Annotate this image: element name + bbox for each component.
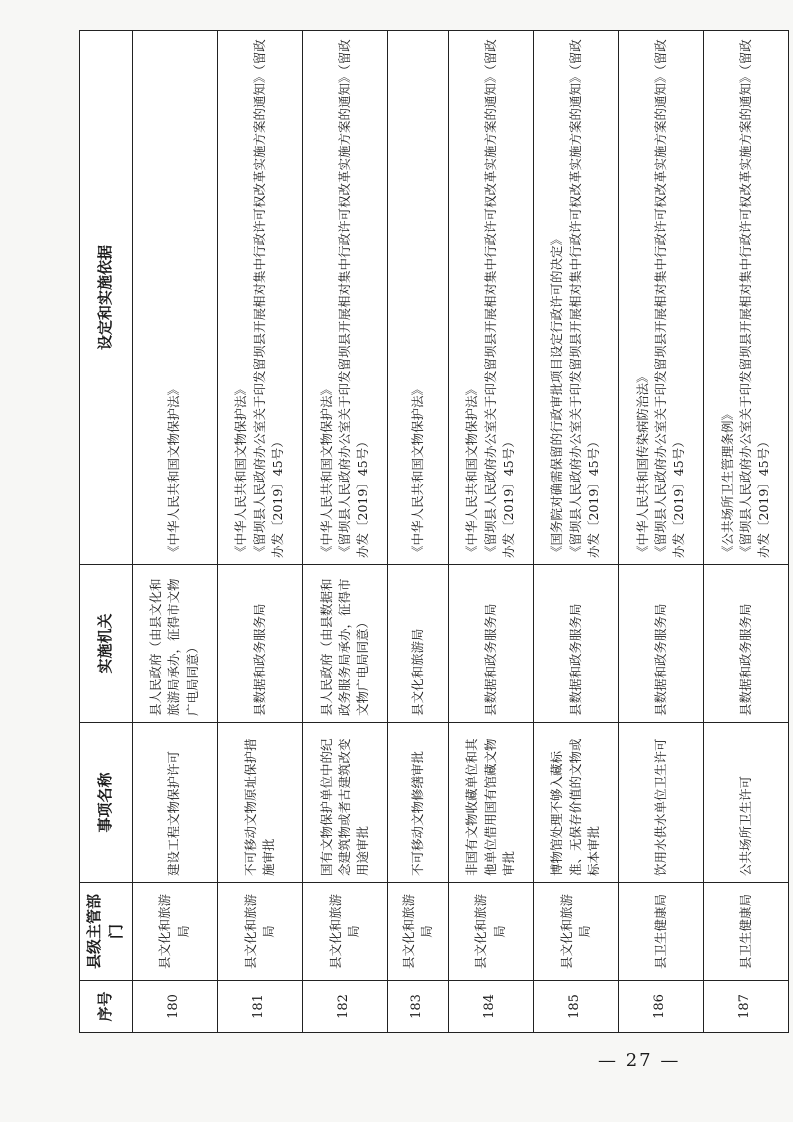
table-row	[533, 31, 618, 1033]
row-number: 184	[448, 981, 533, 1033]
basis-line: 《中华人民共和国文物保护法》	[318, 382, 334, 558]
row-basis	[387, 31, 448, 565]
rotated-table-container	[79, 31, 789, 1033]
row-department: 县卫生健康局	[618, 883, 703, 981]
row-number: 181	[217, 981, 302, 1033]
row-department: 县文化和旅游局	[448, 883, 533, 981]
row-number: 187	[703, 981, 788, 1033]
header-item: 事项名称	[80, 723, 133, 883]
row-department: 县卫生健康局	[703, 883, 788, 981]
row-basis	[448, 31, 533, 565]
row-number: 180	[132, 981, 217, 1033]
row-number: 186	[618, 981, 703, 1033]
table-row	[217, 31, 302, 1033]
row-agency: 县数据和政务服务局	[703, 565, 788, 723]
basis-line: 《留坝县人民政府办公室关于印发留坝县开展相对集中行政许可权改革实施方案的通知》（留政办发〔2019〕45号）	[567, 39, 601, 558]
table-header-row	[80, 31, 133, 1033]
header-agency: 实施机关	[80, 565, 133, 723]
row-item-name: 建设工程文物保护许可	[132, 723, 217, 883]
row-item-name: 博物馆处理不够入藏标准、无保存价值的文物或标本审批	[533, 723, 618, 883]
table-row	[132, 31, 217, 1033]
basis-line: 《留坝县人民政府办公室关于印发留坝县开展相对集中行政许可权改革实施方案的通知》（留政办发〔2019〕45号）	[336, 39, 370, 558]
permit-table	[79, 30, 789, 1033]
row-item-name: 不可移动文物原址保护措施审批	[217, 723, 302, 883]
basis-line: 《中华人民共和国文物保护法》	[409, 382, 425, 558]
row-agency: 县人民政府（由县数据和政务服务局承办，征得市文物广电局同意）	[302, 565, 387, 723]
row-basis	[217, 31, 302, 565]
row-agency: 县文化和旅游局	[387, 565, 448, 723]
basis-line: 《留坝县人民政府办公室关于印发留坝县开展相对集中行政许可权改革实施方案的通知》（留政办发〔2019〕45号）	[737, 39, 771, 558]
basis-line: 《中华人民共和国文物保护法》	[464, 382, 480, 558]
row-department: 县文化和旅游局	[217, 883, 302, 981]
row-item-name: 饮用水供水单位卫生许可	[618, 723, 703, 883]
row-basis	[618, 31, 703, 565]
basis-line: 《公共场所卫生管理条例》	[719, 407, 735, 558]
row-basis	[703, 31, 788, 565]
table-row	[703, 31, 788, 1033]
header-basis: 设定和实施依据	[80, 31, 133, 565]
row-item-name: 国有文物保护单位中的纪念建筑物或者古建筑改变用途审批	[302, 723, 387, 883]
row-agency: 县数据和政务服务局	[533, 565, 618, 723]
row-item-name: 不可移动文物修缮审批	[387, 723, 448, 883]
basis-line: 《中华人民共和国文物保护法》	[233, 382, 249, 558]
row-agency: 县数据和政务服务局	[448, 565, 533, 723]
table-row	[387, 31, 448, 1033]
row-department: 县文化和旅游局	[533, 883, 618, 981]
page-number: — 27 —	[598, 1050, 681, 1071]
row-agency: 县人民政府（由县文化和旅游局承办，征得市文物广电局同意）	[132, 565, 217, 723]
row-item-name: 非国有文物收藏单位和其他单位借用国有馆藏文物审批	[448, 723, 533, 883]
row-department: 县文化和旅游局	[132, 883, 217, 981]
row-number: 185	[533, 981, 618, 1033]
basis-line: 《留坝县人民政府办公室关于印发留坝县开展相对集中行政许可权改革实施方案的通知》（留政办发〔2019〕45号）	[482, 39, 516, 558]
row-department: 县文化和旅游局	[302, 883, 387, 981]
row-agency: 县数据和政务服务局	[217, 565, 302, 723]
row-department: 县文化和旅游局	[387, 883, 448, 981]
table-row	[302, 31, 387, 1033]
basis-line: 《中华人民共和国文物保护法》	[166, 382, 182, 558]
table-row	[618, 31, 703, 1033]
header-num: 序号	[80, 981, 133, 1033]
table-row	[448, 31, 533, 1033]
basis-line: 《留坝县人民政府办公室关于印发留坝县开展相对集中行政许可权改革实施方案的通知》（留政办发〔2019〕45号）	[251, 39, 285, 558]
row-agency: 县数据和政务服务局	[618, 565, 703, 723]
basis-line: 《国务院对确需保留的行政审批项目设定行政许可的决定》	[549, 232, 565, 558]
row-number: 182	[302, 981, 387, 1033]
basis-line: 《中华人民共和国传染病防治法》	[634, 370, 650, 558]
row-item-name: 公共场所卫生许可	[703, 723, 788, 883]
basis-line: 《留坝县人民政府办公室关于印发留坝县开展相对集中行政许可权改革实施方案的通知》（留政办发〔2019〕45号）	[652, 39, 686, 558]
row-basis	[302, 31, 387, 565]
row-number: 183	[387, 981, 448, 1033]
row-basis	[132, 31, 217, 565]
row-basis	[533, 31, 618, 565]
header-dept: 县级主管部门	[80, 883, 133, 981]
